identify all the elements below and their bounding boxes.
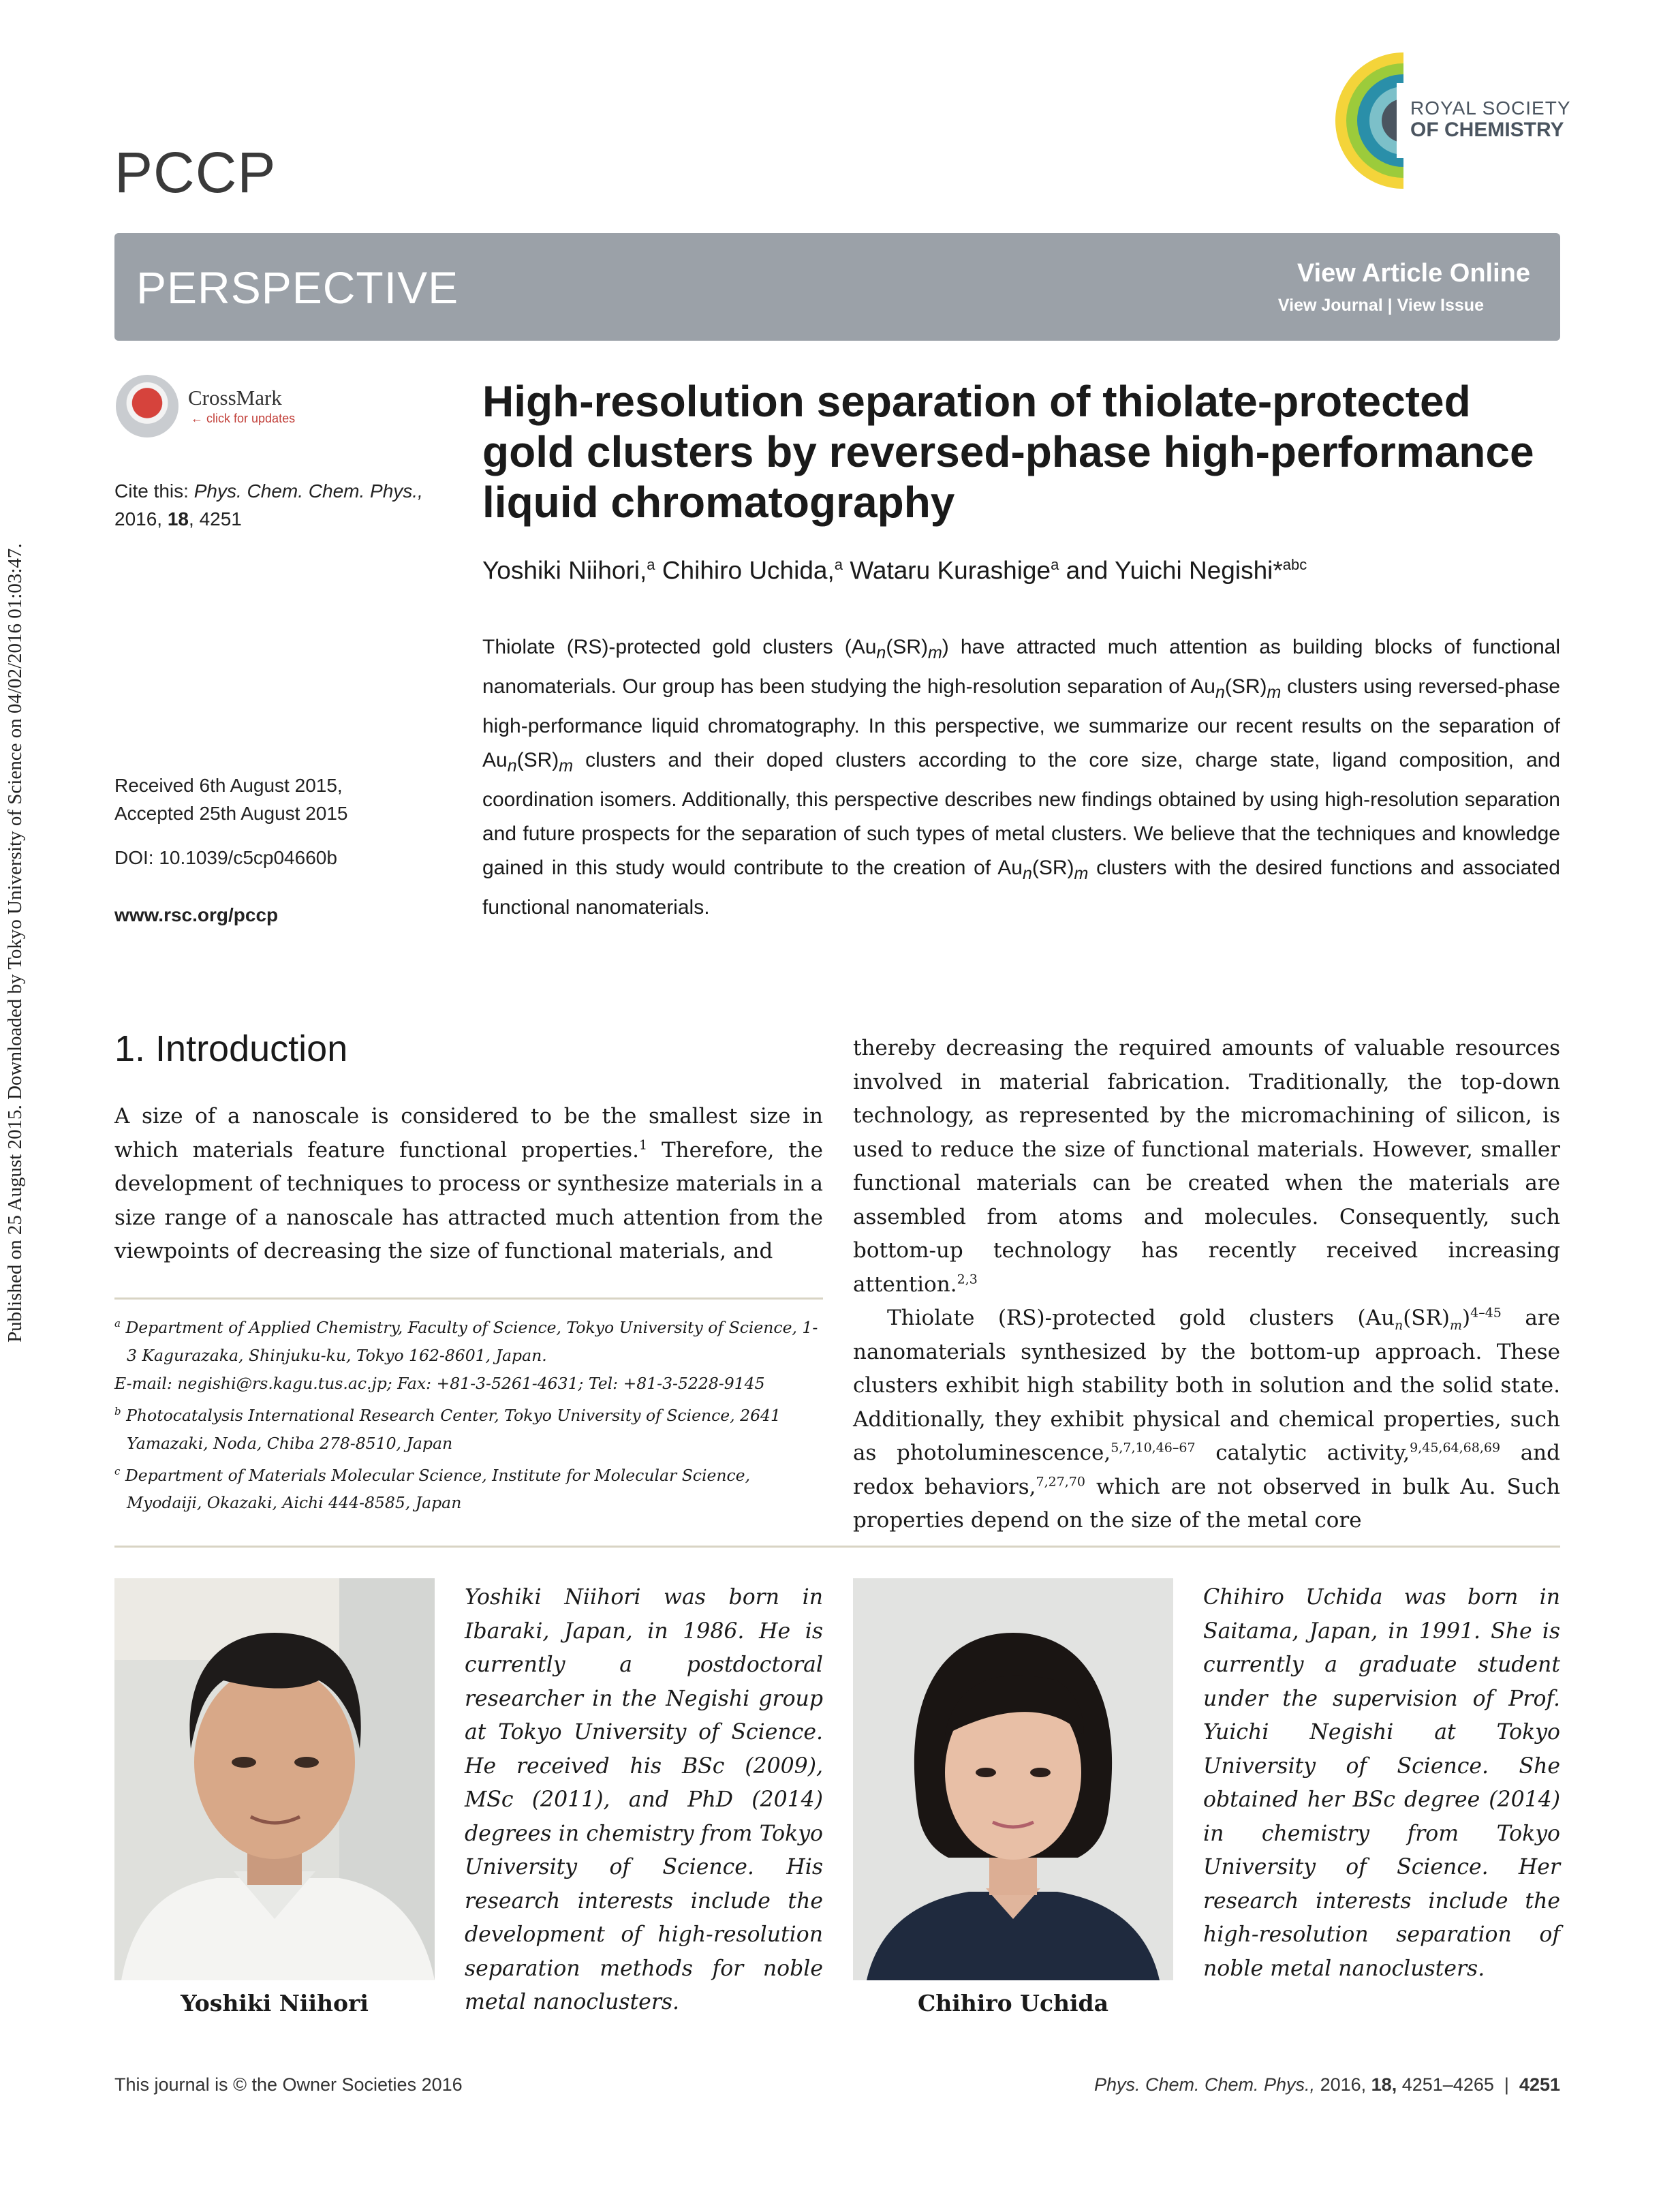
citation-ref[interactable]: 2,3 — [957, 1272, 978, 1287]
copyright-notice: This journal is © the Owner Societies 2016 — [114, 2074, 463, 2095]
author-bio-niihori: Yoshiki Niihori was born in Ibaraki, Japan, in 1986. He is currently a postdoctoral researcher in the Negishi group at Tokyo University of Science. He received his BSc (2009), MSc (2011), and PhD (2014) degrees in chemistry from Tokyo University of Science. His research interests include the development of high-resolution separation methods for noble metal nanoclusters. — [465, 1585, 823, 2014]
crossmark-title: CrossMark — [188, 386, 282, 410]
view-issue-link[interactable]: View Issue — [1397, 296, 1484, 315]
received-date: Received 6th August 2015, — [114, 775, 343, 796]
footer-year: 2016, — [1320, 2074, 1367, 2095]
citation-ref[interactable]: 7,27,70 — [1036, 1474, 1086, 1490]
crossmark-badge[interactable] — [116, 373, 334, 442]
page-number: 4251 — [1519, 2074, 1560, 2095]
photo-caption: Yoshiki Niihori — [181, 1990, 369, 2016]
page-footer — [1094, 2074, 1560, 2095]
cite-volume: 18 — [167, 508, 189, 529]
citation-ref[interactable]: 1 — [639, 1137, 648, 1153]
footer-pages: 4251–4265 — [1401, 2074, 1494, 2095]
author-affiliation: a — [1051, 556, 1059, 573]
publisher-line2: OF CHEMISTRY — [1410, 119, 1564, 141]
footer-journal: Phys. Chem. Chem. Phys., — [1093, 2074, 1316, 2095]
footer-separator: | — [1504, 2074, 1509, 2095]
crossmark-subtitle: ← click for updates — [191, 412, 296, 425]
author-bio-uchida: Chihiro Uchida was born in Saitama, Japan, in 1991. She is currently a graduate student under the supervision of Prof. Yuichi Negishi at Tokyo University of Science. She obtained her BSc degree (2014) in chemistry from Tokyo University of Science. Her research interests include the high-resolution separation of noble metal nanoclusters. — [1203, 1585, 1560, 1981]
cite-year: 2016, — [114, 508, 163, 529]
article-type-banner — [114, 233, 1560, 341]
view-journal-link[interactable]: View Journal — [1277, 296, 1383, 315]
download-stamp: Published on 25 August 2015. Downloaded by Tokyo University of Science on 04/02/2016 01:03:47. — [4, 543, 26, 1342]
crossmark-icon — [116, 375, 179, 437]
affiliation-a: $^a$ Department of Applied Chemistry, Faculty of Science, Tokyo University of Science, 1-3 Kagurazaka, Shinjuku-ku, Tokyo 162-8601, Japan. — [114, 1317, 818, 1365]
author-affiliation: a — [834, 556, 843, 573]
section-heading: 1. Introduction — [114, 1028, 348, 1069]
author-name: and Yuichi Negishi* — [1066, 556, 1283, 585]
cite-journal: Phys. Chem. Chem. Phys., — [193, 480, 423, 502]
cite-label: Cite this: — [114, 480, 189, 502]
intro-left-column: A size of a nanoscale is considered to be the smallest size in which materials feature functional properties.$^1$ Therefore, the development of techniques to process or synthesize materials in a size range of a nanoscale has attracted much attention from the viewpoints of decreasing the size of functional materials, and — [114, 1104, 823, 1263]
link-separator: | — [1387, 296, 1393, 315]
view-links — [1278, 296, 1484, 316]
cite-page: 4251 — [199, 508, 242, 529]
citation: Cite this: Phys. Chem. Chem. Phys., 2016, 18, 4251 — [114, 480, 423, 529]
journal-website[interactable]: www.rsc.org/pccp — [114, 904, 279, 925]
author-name: Yoshiki Niihori, — [482, 556, 647, 585]
view-article-online-link[interactable]: View Article Online — [1297, 259, 1530, 288]
publisher-logo-text — [1410, 97, 1571, 141]
author-affiliation: a — [647, 556, 655, 573]
contact-info: E-mail: negishi@rs.kagu.tus.ac.jp; Fax: +81-3-5261-4631; Tel: +81-3-5228-9145 — [114, 1373, 765, 1393]
paragraph: thereby decreasing the required amounts of valuable resources involved in material fabrication. Traditionally, the top-down technology, as represented by the micromachining of silicon, is used to reduce the size of functional materials. However, smaller functional materials can be created when the materials are assembled from atoms and molecules. Consequently, such bottom-up technology has recently received increasing attention.$^{2,3}$ — [853, 1036, 1560, 1297]
citation-ref[interactable]: 4–45 — [1470, 1305, 1502, 1321]
dates — [114, 771, 348, 827]
affiliation-b: $^b$ Photocatalysis International Research Center, Tokyo University of Science, 2641 Yamazaki, Noda, Chiba 278-8510, Japan — [114, 1404, 781, 1453]
citation-ref[interactable]: 5,7,10,46–67 — [1111, 1440, 1196, 1456]
author-photo-uchida — [853, 1578, 1173, 1980]
affiliation-c: $^c$ Department of Materials Molecular Science, Institute for Molecular Science, Myodaiji, Okazaki, Aichi 444-8585, Japan — [114, 1464, 751, 1513]
footnote-divider — [114, 1297, 823, 1300]
author-list — [482, 556, 1307, 585]
footer-volume: 18, — [1371, 2074, 1397, 2095]
author-photo-niihori — [114, 1578, 435, 1980]
publisher-line1: ROYAL SOCIETY — [1410, 97, 1571, 119]
article-title: High-resolution separation of thiolate-protected gold clusters by reversed-phase high-performance liquid chromatography — [482, 377, 1534, 527]
journal-name: PCCP — [114, 140, 277, 204]
bio-divider — [114, 1546, 1560, 1548]
author-name: Wataru Kurashige — [850, 556, 1051, 585]
article-type: PERSPECTIVE — [136, 262, 459, 313]
accepted-date: Accepted 25th August 2015 — [114, 803, 348, 824]
author-affiliation: abc — [1282, 556, 1307, 573]
intro-right-column — [853, 1032, 1560, 1538]
doi[interactable]: DOI: 10.1039/c5cp04660b — [114, 847, 337, 868]
affiliations — [114, 1310, 823, 1517]
paragraph: Thiolate (RS)-protected gold clusters $(Au_n(SR)_m)^{4-45}$ are nanomaterials synthesized by the bottom-up approach. These clusters exhibit high stability both in solution and the solid state. Additionally, they exhibit physical and chemical properties, such as photoluminescence,$^{5,7,10,46-67}$ catalytic activity,$^{9,45,64,68,69}$ and redox behaviors,$^{7,27,70}$ which are not observed in bulk Au. Such properties depend on the size of the metal core — [853, 1305, 1560, 1533]
abstract: Thiolate (RS)-protected gold clusters $(Au_n(SR)_m)$ have attracted much attention as building blocks of functional nanomaterials. Our group has been studying the high-resolution separation of $Au_n(SR)_m$ clusters using reversed-phase high-performance liquid chromatography. In this perspective, we summarize our recent results on the separation of $Au_n(SR)_m$ clusters and their doped clusters according to the core size, charge state, ligand composition, and coordination isomers. Additionally, this perspective describes new findings obtained by using high-resolution separation and future prospects for the separation of such types of metal clusters. We believe that the techniques and knowledge gained in this study would contribute to the creation of $Au_n(SR)_m$ clusters with the desired functions and associated functional nanomaterials. — [482, 636, 1561, 919]
photo-caption: Chihiro Uchida — [917, 1990, 1109, 2016]
citation-ref[interactable]: 9,45,64,68,69 — [1410, 1440, 1501, 1456]
author-name: Chihiro Uchida, — [662, 556, 835, 585]
